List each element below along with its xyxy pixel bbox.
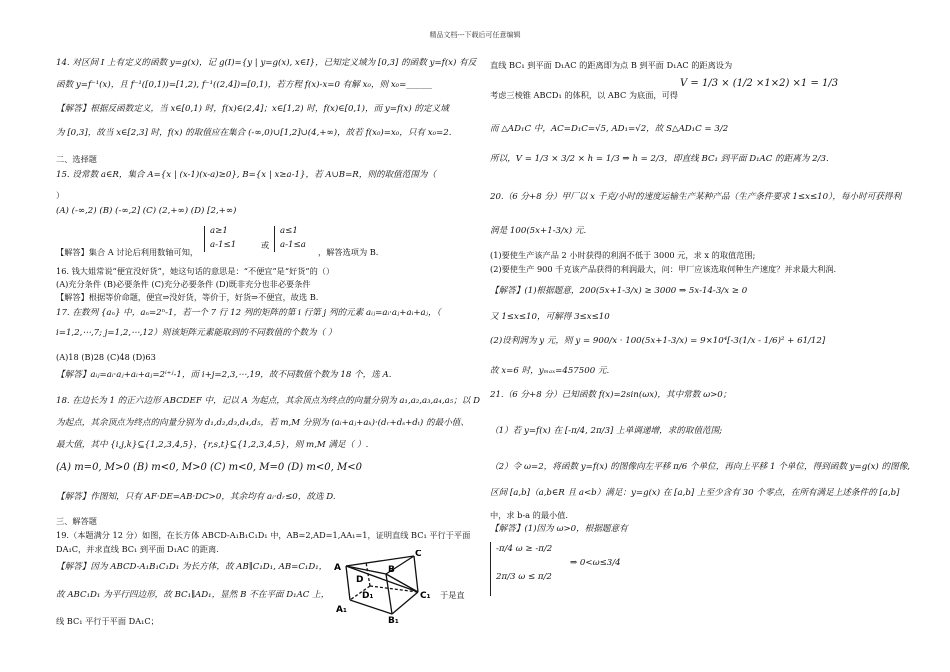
section-3-title: 三、解答题	[56, 516, 97, 526]
q17-options: (A)18 (B)28 (C)48 (D)63	[56, 352, 156, 362]
fig-label-c: C	[415, 550, 422, 559]
q16-options: (A)充分条件 (B)必要条件 (C)充分必要条件 (D)既非充分也非必要条件	[56, 279, 311, 289]
q19-cont-line4: 所以，V = 1/3 × 3/2 × h = 1/3 ⇒ h = 2/3，即直线 BC₁ 到平面 D₁AC 的距离为 2/3.	[490, 154, 829, 164]
q18-line1: 18. 在边长为 1 的正六边形 ABCDEF 中，记以 A 为起点，其余顶点为终点的向量分别为 a₁,a₂,a₃,a₄,a₅；以 D	[56, 396, 480, 406]
q15-answer-tail: ，解答选项为 B.	[318, 247, 379, 257]
q18-options: (A) m=0, M>0 (B) m<0, M>0 (C) m<0, M=0 (D) m<0, M<0	[56, 462, 362, 473]
q17-answer: 【解答】aᵢⱼ=aᵢ·aⱼ+aᵢ+aⱼ=2ⁱ⁺ʲ-1，而 i+j=2,3,⋯,19，故不同数值个数为 18 个，选 A.	[56, 370, 392, 380]
q21-line3: （2）令 ω=2，将函数 y=f(x) 的图像向左平移 π/6 个单位，再向上平移 1 个单位，得到函数 y=g(x) 的图像,	[490, 462, 911, 472]
q15-brace-1	[204, 226, 205, 252]
q21-result: ⇒ 0<ω≤3/4	[570, 558, 621, 568]
q14-line1: 14. 对区间 I 上有定义的函数 y=g(x)，记 g(I)={y | y=g(x), x∈I}，已知定义域为 [0,3] 的函数 y=f(x) 有反	[56, 58, 477, 68]
q20-line3: (1)要使生产该产品 2 小时获得的利润不低于 3000 元，求 x 的取值范围;	[490, 250, 756, 260]
q15-sys1-b: a-1≤1	[210, 240, 237, 250]
fig-label-a: A	[334, 563, 341, 573]
q21-line2: （1）若 y=f(x) 在 [-π/4, 2π/3] 上单调递增，求的取值范围;	[490, 426, 723, 436]
q20-answer-line4: 故 x=6 时，yₘₐₓ=457500 元.	[490, 366, 610, 376]
fig-label-b1: B₁	[388, 616, 399, 624]
q21-line4: 区间 [a,b]（a,b∈R 且 a<b）满足：y=g(x) 在 [a,b] 上至少含有 30 个零点，在所有满足上述条件的 [a,b]	[490, 488, 900, 498]
q21-line1: 21.（6 分+8 分）已知函数 f(x)=2sin(ωx)，其中常数 ω>0；	[490, 390, 732, 400]
q21-system-1: -π/4 ω ≥ -π/2	[496, 544, 553, 554]
q15-sys1-a: a≥1	[210, 226, 228, 236]
q19-cont-line2: 考虑三棱锥 ABCD₁ 的体积，以 ABC 为底面，可得	[490, 90, 678, 100]
q15-or: 或	[261, 240, 270, 250]
q17-line1: 17. 在数列 {aₙ} 中，aₙ=2ⁿ-1，若一个 7 行 12 列的矩阵的第 i 行第 j 列的元素 aᵢⱼ=aᵢ·aⱼ+aᵢ+aⱼ，（	[56, 308, 441, 318]
q15-line2: ）	[56, 190, 65, 200]
q19-answer-line2: 故 ABC₁D₁ 为平行四边形，故 BC₁∥AD₁，显然 B 不在平面 D₁AC 上，	[56, 590, 330, 600]
q20-answer-line3: (2)设利润为 y 元，则 y = 900/x · 100(5x+1-3/x) = 9×10⁴[-3(1/x - 1/6)² + 61/12]	[490, 336, 826, 346]
q14-answer-line1: 【解答】根据反函数定义，当 x∈[0,1) 时，f(x)∈(2,4]；x∈[1,2) 时，f(x)∈[0,1)，而 y=f(x) 的定义域	[56, 104, 449, 114]
q15-options: (A) (-∞,2) (B) (-∞,2] (C) (2,+∞) (D) [2,+∞)	[56, 206, 237, 216]
q19-cont-line1: 直线 BC₁ 到平面 D₁AC 的距离即为点 B 到平面 D₁AC 的距离设为	[490, 60, 733, 70]
q19-line1: 19.（本题满分 12 分）如图，在长方体 ABCD-A₁B₁C₁D₁ 中，AB=2,AD=1,AA₁=1，证明直线 BC₁ 平行于平面	[56, 530, 471, 540]
q15-answer: 【解答】集合 A 讨论后利用数轴可知，	[56, 247, 199, 257]
cuboid-figure	[326, 550, 438, 624]
fig-label-a1: A₁	[336, 605, 347, 615]
q21-answer-line1: 【解答】(1)因为 ω>0，根据题意有	[490, 524, 628, 534]
q19-answer-line1: 【解答】因为 ABCD-A₁B₁C₁D₁ 为长方体，故 AB∥C₁D₁, AB=C₁D₁，	[56, 562, 328, 572]
q14-answer-line2: 为 [0,3]，故当 x∈[2,3] 时，f(x) 的取值应在集合 (-∞,0)∪[1,2]∪(4,+∞)，故若 f(x₀)=x₀，只有 x₀=2.	[56, 128, 452, 138]
page-header: 精品文档---下载后可任意编辑	[429, 31, 521, 39]
q19-answer-line2-tail: 于是直	[440, 590, 465, 600]
q21-system-2: 2π/3 ω ≤ π/2	[496, 572, 552, 582]
q19-answer-line3: 线 BC₁ 平行于平面 DA₁C；	[56, 616, 159, 626]
q20-answer-line2: 又 1≤x≤10，可解得 3≤x≤10	[490, 312, 610, 322]
fig-label-d1: D₁	[362, 591, 374, 601]
q20-line2: 润是 100(5x+1-3/x) 元.	[490, 226, 587, 236]
q20-line1: 20.（6 分+8 分）甲厂以 x 千克/小时的速度运输生产某种产品（生产条件要求 1≤x≤10），每小时可获得利	[490, 192, 902, 202]
q15-brace-2	[274, 226, 275, 252]
q18-line3: 最大值，其中 {i,j,k}⊆{1,2,3,4,5}，{r,s,t}⊆{1,2,3,4,5}，则 m,M 满足（ ）.	[56, 440, 369, 450]
fig-label-c1: C₁	[420, 591, 431, 601]
q15-sys2-a: a≤1	[280, 226, 298, 236]
q18-answer: 【解答】作图知，只有 AF·DE=AB·DC>0，其余均有 aᵢ·dᵣ≤0，故选 D.	[56, 492, 336, 502]
q21-line5: 中，求 b-a 的最小值.	[490, 510, 569, 520]
q20-answer-line1: 【解答】(1)根据题意，200(5x+1-3/x) ≥ 3000 ⇒ 5x-14-3/x ≥ 0	[490, 286, 748, 296]
q18-line2: 为起点，其余顶点为终点的向量分别为 d₁,d₂,d₃,d₄,d₅，若 m,M 分别为 (aᵢ+aⱼ+aₖ)·(dᵣ+dₛ+dₜ) 的最小值、	[56, 418, 469, 428]
q16-line1: 16. 钱大姐常说“便宜没好货”，她这句话的意思是：“不便宜”是“好货”的（）	[56, 266, 335, 276]
fig-label-b: B	[388, 565, 395, 575]
q16-answer: 【解答】根据等价命题，便宜⇒没好货，等价于，好货⇒不便宜，故选 B.	[56, 292, 319, 302]
q21-brace	[490, 542, 491, 596]
fig-label-d: D	[356, 575, 364, 585]
q19-cont-line3: 而 △AD₁C 中，AC=D₁C=√5, AD₁=√2，故 S△AD₁C = 3/2	[490, 124, 729, 134]
q17-line2: i=1,2,⋯,7; j=1,2,⋯,12）则该矩阵元素能取到的不同数值的个数为（ ）	[56, 328, 337, 338]
q20-line4: (2)要使生产 900 千克该产品获得的利润最大，问：甲厂应该选取何种生产速度？并求最大利润.	[490, 264, 837, 274]
q15-sys2-b: a-1≤a	[280, 240, 306, 250]
q19-line2: DA₁C，并求直线 BC₁ 到平面 D₁AC 的距离.	[56, 544, 219, 554]
q14-line2: 函数 y=f⁻¹(x)，且 f⁻¹([0,1))=[1,2), f⁻¹((2,4])=[0,1)，若方程 f(x)-x=0 有解 x₀，则 x₀=______	[56, 80, 433, 90]
q19-volume-eq: V = 1/3 × (1/2 ×1×2) ×1 = 1/3	[680, 78, 839, 89]
section-2-title: 二、选择题	[56, 154, 97, 164]
q15-line1: 15. 设常数 a∈R，集合 A={x | (x-1)(x-a)≥0}, B={x | x≥a-1}，若 A∪B=R，则的取值范围为（	[56, 170, 437, 180]
